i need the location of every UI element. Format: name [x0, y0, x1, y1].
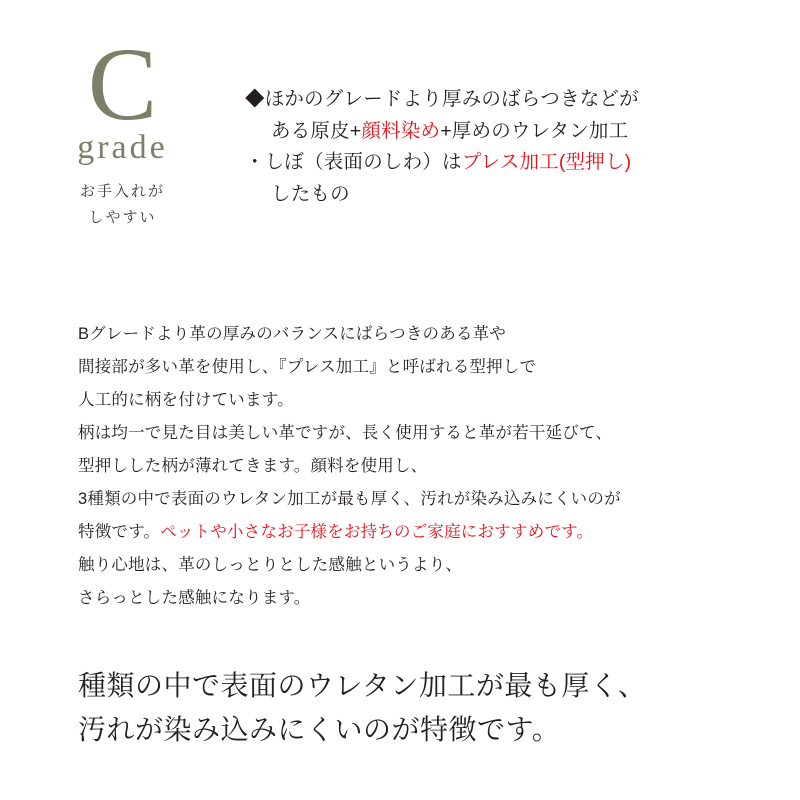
body-line: [78, 582, 778, 615]
key-point-highlight: 顔料染め: [361, 119, 441, 142]
closing-line: 種類の中で表面のウレタン加工が最も厚く、: [78, 670, 647, 701]
grade-subtitle-line-2: しやすい: [88, 209, 157, 227]
grade-subtitle: [0, 179, 245, 232]
key-point-text: ほかのグレードより厚みのばらつきなどが: [264, 88, 639, 110]
body-text: 特徴です。: [78, 523, 161, 541]
body-text: 人工的に柄を付けています。: [78, 391, 294, 409]
body-line: [78, 417, 778, 450]
key-point-line: [245, 116, 772, 148]
body-line: [78, 483, 778, 516]
grade-header: [0, 28, 800, 231]
grade-subtitle-line-1: お手入れが: [79, 182, 165, 200]
body-line: [78, 318, 778, 351]
body-text: 型押しした柄が薄れてきます。顔料を使用し、: [78, 457, 428, 475]
key-point-line: [245, 84, 772, 116]
body-line: [78, 450, 778, 483]
body-text: さらっとした感触になります。: [78, 589, 311, 607]
key-point-highlight: プレス加工(型押し): [461, 151, 632, 174]
grade-badge: [0, 28, 245, 231]
closing-statement: [78, 664, 778, 752]
bullet-dot-icon: ・: [245, 151, 265, 174]
bullet-diamond-icon: ◆: [245, 88, 265, 110]
key-point-text: しぼ（表面のしわ）は: [264, 151, 462, 174]
key-point-line: [245, 179, 772, 211]
closing-line: 汚れが染み込みにくいのが特徴です。: [78, 714, 561, 746]
key-point-line: [245, 147, 772, 179]
body-line: [78, 384, 778, 417]
body-text: 間接部が多い革を使用し、『プレス加工』と呼ばれる型押しで: [78, 358, 537, 376]
body-line: [78, 549, 778, 582]
body-text: 3種類の中で表面のウレタン加工が最も厚く、汚れが染み込みにくいのが: [78, 490, 621, 508]
grade-word: grade: [77, 128, 168, 166]
body-line: [78, 516, 778, 549]
body-text: 触り心地は、革のしっとりとした感触というより、: [78, 556, 463, 574]
key-point-text: ある原皮+: [271, 119, 362, 142]
key-point-text: したもの: [271, 182, 350, 205]
body-text: 柄は均一で見た目は美しい革ですが、長く使用すると革が若干延びて、: [78, 424, 613, 442]
grade-letter: C: [87, 27, 158, 142]
grade-key-points: [245, 28, 800, 210]
grade-description-body: [78, 318, 778, 615]
key-point-text: +厚めのウレタン加工: [440, 119, 629, 142]
body-line: [78, 351, 778, 384]
body-text: Bグレードより革の厚みのバランスにばらつきのある革や: [78, 325, 507, 343]
body-highlight: ペットや小さなお子様をお持ちのご家庭におすすめです。: [160, 523, 594, 541]
